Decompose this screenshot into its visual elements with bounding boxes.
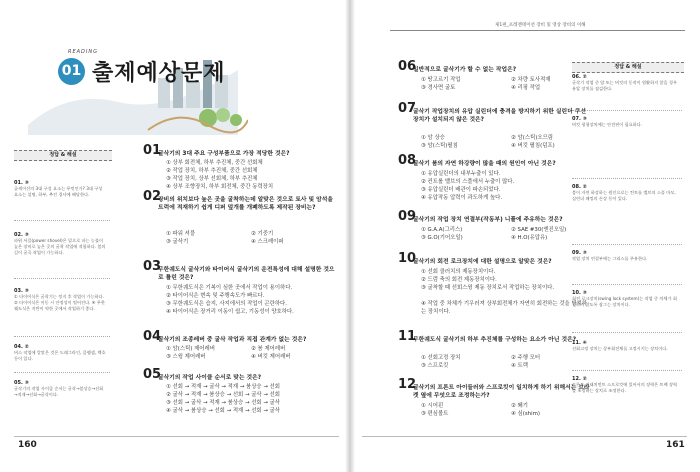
option: ③ 굴삭기: [166, 239, 189, 245]
answer-note: 03. ③ ① 타이어식은 굴착기는 정지 후 작업이 가능하다. ② 타이어식은 이동 시 안정성이 떨어진다. ④ 무한궤도식은 지반이 약한 곳에서 작업하기 좋다.: [14, 288, 105, 311]
option: ③ G.O(기어오일): [421, 235, 463, 241]
option: ② 작업 장치, 하부 추진체, 중간 선회체: [166, 168, 258, 174]
option: ① 시어핀: [421, 403, 444, 409]
chapter-number-badge: 01: [58, 58, 85, 85]
option: ④ 유압작동 압력이 과도하게 높다.: [421, 195, 503, 201]
answer-note: 06. ② 굴삭기 작업 중 암 또는 버킷의 동작이 원활하지 않을 경우 유압 장치를 점검한다.: [572, 74, 678, 91]
answer-note: 01. ③ 골세이션의 3대 구성 요소는 무엇인가? 3대 구성요소는 설명, 하부, 추진 경사에 해당한다.: [14, 180, 103, 197]
right-answer-sidebar: [572, 62, 684, 402]
option: ① 무한궤도식은 기복이 심한 곳에서 작업이 용이하다.: [166, 285, 293, 291]
option: ① 선회 클러치의 제동장치이다.: [421, 269, 496, 275]
divider: [572, 370, 682, 371]
page-number-right: 161: [666, 440, 685, 450]
option: ② 드럼 축의 회전 제동장치이다.: [421, 277, 497, 283]
option: ② 기중기: [251, 231, 274, 237]
option: ④ 트랙: [511, 363, 528, 369]
option: ④ 버킷 펼침(덤프): [511, 143, 555, 149]
option: ④ 작업 중 차체가 기우러져 상부회전체가 자연히 회전하는 것을 방지하는 장치이다.: [421, 301, 588, 315]
divider: [572, 284, 682, 285]
option: ① G.A.A(그리스): [421, 227, 463, 233]
option: ④ 리핑 작업: [511, 85, 541, 91]
option: ③ 암(스틱)펼침: [421, 143, 458, 149]
option: ① 선회고정 장치: [421, 355, 461, 361]
sidebar-heading: 정답 & 해설: [572, 62, 684, 73]
footer-rule-left: [14, 436, 339, 437]
option: ③ 굴착할 때 선회스윙 제동 장치로서 작업하는 장치이다.: [421, 285, 555, 291]
divider: [572, 178, 682, 179]
divider: [572, 244, 682, 245]
answer-note: 02. ③ 파워 서플(power shovel)은 밑으로 파는 능률이 높은 장비로 높은 곳의 굴착 작업에 적합하다. 붐의 길이 굴곡 작업이 가능하다.: [14, 232, 106, 255]
answer-note: 08. ② 붐이 자연 하강하는 원인으로는 컨트롤 밸브의 스풀 마모, 실린더 패킹의 손상 등이 있다.: [572, 184, 676, 201]
page-number-left: 160: [18, 440, 37, 450]
option: ② 주행 모터: [511, 355, 541, 361]
divider: [572, 110, 682, 111]
divider: [14, 278, 110, 279]
option: ① 유압실린더의 내부누출이 있다.: [421, 171, 501, 177]
option: ① 암 상승: [421, 135, 445, 141]
answer-note: 07. ③ 버킷 평형장치에는 안전핀이 필요하다.: [572, 116, 643, 127]
option: ③ 스윙 제어레버: [166, 354, 206, 360]
option: ② 굴삭 → 적재 → 붐상승 → 선회 → 굴삭 → 선회: [166, 392, 280, 398]
option: ④ 버킷 제어레버: [251, 354, 291, 360]
option: ② 컨트롤 밸브의 스풀에서 누출이 많다.: [421, 179, 515, 185]
option: ④ 스크레이퍼: [251, 239, 284, 245]
chapter-title: 출제예상문제: [92, 61, 226, 86]
option: ② 붐 제어레버: [251, 346, 286, 352]
divider: [14, 220, 110, 221]
divider: [14, 336, 110, 337]
divider: [572, 332, 682, 333]
header-rule: [390, 30, 685, 31]
answer-note: 11. ④ 선회고정 장치는 상부회전체를 고정시키는 장치이다.: [572, 340, 668, 351]
left-answer-sidebar: [14, 150, 112, 426]
option: ② 암(스틱)오므림: [511, 135, 553, 141]
option: ④ 타이어식은 장거리 이동이 쉽고, 기동성이 양호하다.: [166, 309, 294, 315]
option: ② SAE #30(엔진오일): [511, 227, 567, 233]
answer-note: 09. ③ 작업 장치 연결부에는 그리스를 주유한다.: [572, 250, 648, 261]
option: ④ 상부 조향장치, 하부 회전체, 중간 동력장치: [166, 184, 274, 190]
option: ① 암(스틱) 제어레버: [166, 346, 215, 352]
option: ① 선회 → 적재 → 굴삭 → 적재 → 붐상승 → 선회: [166, 384, 280, 390]
option: ② 타이어식은 변속 및 주행속도가 빠르다.: [166, 293, 265, 299]
option: ③ 무한궤도식은 습지, 사지에서의 작업이 곤란하다.: [166, 301, 287, 307]
option: ③ 선회 → 굴삭 → 적재 → 붐상승 → 선회 → 굴삭: [166, 400, 280, 406]
option: ④ 심(shim): [511, 411, 540, 417]
option: ① 상부 회전체, 하부 추진체, 중간 선회체: [166, 160, 263, 166]
book-spread: READING 01 출제예상문제 제1편_프레젠테이션 장비 및 영상 장비의 이해 정답 & 해설 01. ③ 골세이션의 3대 구성 요소는 무엇인가? 3대 구성요소는 설명, 하부, 추진 경사에 해당한다. 02. ③ 파워 서플(power shovel)은 밑으로 파는 능률이 높은 장비로 높은 곳의 굴착 작업에 적합하다. 붐의 길이 굴곡 작업이 가능하다. 03. ③ ① 타이어식은 굴착기는 정지 후 작업이 가능하다. ② 타이어식은 이동 시 안정성이 떨어진다. ④ 무한궤도식은 지반이 약한 곳에서 작업하기 좋다. 04. ② 버스 작업에 알맞은 것은 드래그라인, 클램셸, 백호 등이 있다. 05. ③ 굴삭기의 작업 사이클 순서는 굴삭→붐상승→선회→적재→선회→굴삭이다. 01 굴삭기의 3대 주요 구성부품으로 가장 적당한 것은? ① 상부 회전체, 하부 추진체, 중간 선회체 ② 작업 장치, 하부 추진체, 중간 선회체 ③ 작업 장치, 상부 선회체, 하부 추진체 ④ 상부 조향장치, 하부 회전체, 중간 동력장치 02 장비의 위치보다 높은 곳을 굴착하는데 알맞은 것으로 토사 및 암석을 트럭에 적재하기 쉽게 디퍼 덮개를 개폐하도록 제작된 장비는? ① 파워 셔블 ② 기중기 ③ 굴삭기 ④ 스크레이퍼 03 무한궤도식 굴삭기와 타이어식 굴삭기의 운전특성에 대해 설명한 것으로 틀린 것은? ① 무한궤도식은 기복이 심한 곳에서 작업이 용이하다. ② 타이어식은 변속 및 주행속도가 빠르다. ③ 무한궤도식은 습지, 사지에서의 작업이 곤란하다. ④ 타이어식은 장거리 이동이 쉽고, 기동성이 양호하다. 04 굴삭기의 조종레버 중 굴삭 작업과 직접 관계가 없는 것은? ① 암(스틱) 제어레버 ② 붐 제어레버 ③ 스윙 제어레버 ④ 버킷 제어레버 05 굴삭기의 작업 사이클 순서로 맞는 것은? ① 선회 → 적재 → 굴삭 → 적재 → 붐상승 → 선회 ② 굴삭 → 적재 → 붐상승 → 선회 → 굴삭 → 선회 ③ 선회 → 굴삭 → 적재 → 붐상승 → 선회 → 굴삭 ④ 굴삭 → 붐상승 → 선회 → 적재 → 선회 → 굴삭 06 일반적으로 굴삭기가 할 수 없는 작업은? ① 땅고르기 작업 ② 차량 토사적재 ③ 경사면 굴토 ④ 리핑 작업 07 굴삭기 작업장치의 유압 실린더에 충격을 방지하기 위한 실린더 쿠션장치가 설치되지 않은 것은? ① 암 상승 ② 암(스틱)오므림 ③ 암(스틱)펼침 ④ 버킷 펼침(덤프) 08 굴삭기 붐의 자연 하강량이 많을 때의 원인이 아닌 것은? ① 유압실린더의 내부누출이 있다. ② 컨트롤 밸브의 스풀에서 누출이 많다. ③ 유압실린더 배관이 파손되었다. ④ 유압작동 압력이 과도하게 높다. 09 굴삭기의 작업 장치 연결부(작동부) 니플에 주유하는 것은? ① G.A.A(그리스) ② SAE #30(엔진오일) ③ G.O(기어오일) ④ H.O(유압유) 10 굴삭기의 회전 로크장치에 대한 설명으로 알맞은 것은? ① 선회 클러치의 제동장치이다. ② 드럼 축의 회전 제동장치이다. ③ 굴착할 때 선회스윙 제동 장치로서 작업하는 장치이다. ④ 작업 중 차체가 기우러져 상부회전체가 자연히 회전하는 것을 방지하는 장치이다. 11 무한궤도식 굴삭기의 하부 추진체를 구성하는 요소가 아닌 것은? ① 선회고정 장치 ② 주행 모터 ③ 스프로킷 ④ 트랙 12 굴삭기의 프론트 아이들러와 스프로킷이 일치하게 하기 위해서는 브라켓 옆에 무엇으로 조정하는가? ① 시어핀 ② 쐐기 ③ 편심볼트 ④ 심(shim) 정답 & 해설 06. ② 굴삭기 작업 중 암 또는 버킷의 동작이 원활하지 않을 경우 유압 장치를 점검한다. 07. ③ 버킷 평형장치에는 안전핀이 필요하다. 08. ② 붐이 자연 하강하는 원인으로는 컨트롤 밸브의 스풀 마모, 실린더 패킹의 손상 등이 있다. 09. ③ 작업 장치 연결부에는 그리스를 주유한다. 10. ③ 회전 로크장치(swing lock system)는 작업 중 차체가 회전하지 않도록 잠그는 장치이다. 11. ④ 선회고정 장치는 상부회전체를 고정시키는 장치이다. 12. ② 프론트 어태치먼트 스프로킷에 있어서의 장력은 트랙 장력을 조정하는 장치로 조정한다. 160 161: [0, 0, 700, 472]
option: ③ 편심볼트: [421, 411, 449, 417]
option: ③ 스프로킷: [421, 363, 449, 369]
option: ③ 유압실린더 배관이 파손되었다.: [421, 187, 501, 193]
option: ③ 작업 장치, 상부 선회체, 하부 추진체: [166, 176, 258, 182]
divider: [14, 372, 110, 373]
running-head: 제1편_프레젠테이션 장비 및 영상 장비의 이해: [495, 23, 586, 28]
option: ① 파워 셔블: [166, 231, 196, 237]
option: ④ H.O(유압유): [511, 235, 548, 241]
book-gutter: [345, 0, 355, 472]
sidebar-heading: 정답 & 해설: [14, 150, 112, 161]
answer-note: 12. ② 프론트 어태치먼트 스프로킷에 있어서의 장력은 트랙 장력을 조정하는 장치로 조정한다.: [572, 376, 678, 393]
reading-label: READING: [68, 49, 98, 55]
option: ③ 경사면 굴토: [421, 85, 456, 91]
option: ② 쐐기: [511, 403, 528, 409]
answer-note: 05. ③ 굴삭기의 작업 사이클 순서는 굴삭→붐상승→선회→적재→선회→굴삭이다.: [14, 380, 104, 397]
answer-note: 04. ② 버스 작업에 알맞은 것은 드래그라인, 클램셸, 백호 등이 있다.: [14, 344, 106, 361]
option: ② 차량 토사적재: [511, 77, 551, 83]
option: ① 땅고르기 작업: [421, 77, 461, 83]
option: ④ 굴삭 → 붐상승 → 선회 → 적재 → 선회 → 굴삭: [166, 408, 280, 414]
answer-note: 10. ③ 회전 로크장치(swing lock system)는 작업 중 차체가 회전하지 않도록 잠그는 장치이다.: [572, 290, 677, 307]
footer-rule-right: [362, 436, 687, 437]
